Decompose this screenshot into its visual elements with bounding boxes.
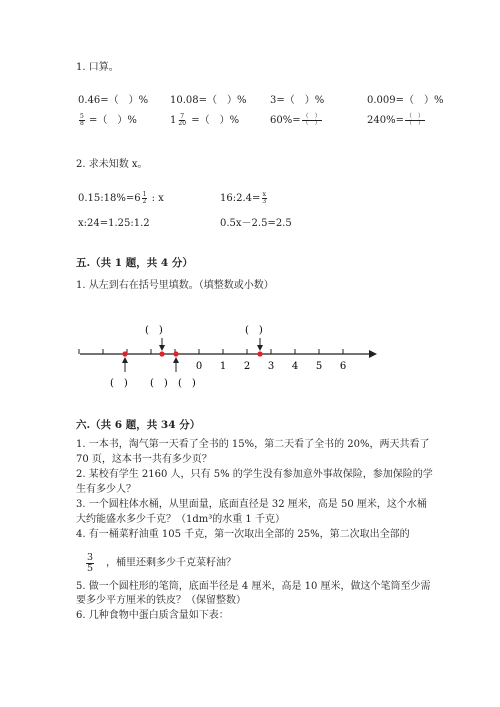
number-line-tick-label: 5: [315, 361, 323, 372]
section-6-heading: 六.（共 6 题，共 34 分）: [76, 419, 201, 431]
number-line-tick-label: 3: [267, 361, 275, 372]
problem-text-line: 4. 有一桶菜籽油重 105 千克，第一次取出全部的 25%，第二次取出全部的: [76, 529, 410, 540]
blank-top-2: ( ): [245, 325, 263, 336]
problem-text-line: 要多少平方厘米的铁皮？（保留整数）: [76, 595, 246, 606]
calc-item: 0.009=（ ）%: [367, 95, 444, 106]
equation-2: 16:2.4= $\frac{x}{3}$: [220, 191, 267, 205]
blank-bottom-1: ( ): [110, 378, 128, 389]
problem-text-line: 6. 几种食物中蛋白质含量如下表：: [76, 610, 229, 621]
q4-continuation: $\frac{3}{5}$ ，桶里还剩多少千克菜籽油？: [87, 552, 237, 574]
blank-bottom-2: ( ): [150, 378, 168, 389]
problem-text-line: 5. 做一个圆柱形的笔筒，底面半径是 4 厘米，高是 10 厘米，做这个笔筒至少需: [76, 581, 431, 592]
number-line-tick-label: 0: [195, 361, 203, 372]
calc-item: 1 $\frac{7}{20}$ =（ ）%: [170, 113, 240, 127]
number-line-point: [173, 351, 178, 356]
problem-text-line: 大约能盛水多少千克？（1dm³的水重 1 千克）: [76, 514, 285, 525]
section-5-question: 1. 从左到右在括号里填数。（填整数或小数）: [76, 280, 274, 291]
calc-item: 60%= $\frac{( )}{( )}$: [270, 113, 321, 127]
arrow-up-head: [173, 357, 179, 363]
calc-item: 240%= $\frac{( )}{( )}$: [367, 113, 424, 127]
calc-item: $\frac{5}{8}$ =（ ）%: [80, 113, 137, 127]
number-line-arrowhead: [369, 350, 377, 358]
number-line-tick-label: 1: [219, 361, 227, 372]
problem-text-line: 3. 一个圆柱体水桶，从里面量，底面直径是 32 厘米，高是 50 厘米，这个水桶: [76, 499, 427, 510]
equation-3: x:24=1.25:1.2: [78, 218, 150, 229]
calc-item: 3=（ ）%: [270, 95, 325, 106]
equation-1: 0.15:18%=6 $\frac{1}{2}$ : x: [78, 191, 164, 205]
problem-text-line: 70 页，这本书一共有多少页？: [76, 454, 212, 465]
number-line-tick-label: 4: [291, 361, 299, 372]
calc-item: 0.46=（ ）%: [78, 95, 149, 106]
blank-top-1: ( ): [145, 325, 163, 336]
arrow-down-head: [159, 345, 165, 351]
number-line-point: [257, 351, 262, 356]
number-line-tick-label: 6: [339, 361, 347, 372]
problem-text-line: 1. 一本书，淘气第一天看了全书的 15%，第二天看了全书的 20%，两天共看了: [76, 439, 430, 450]
arrow-up-head: [122, 357, 128, 363]
blank-bottom-3: ( ): [178, 378, 196, 389]
number-line-point: [122, 351, 127, 356]
section-5-heading: 五.（共 1 题，共 4 分）: [76, 257, 193, 269]
problem-text-line: 生有多少人？: [76, 484, 136, 495]
question-1-title: 1. 口算。: [76, 62, 119, 73]
question-2-title: 2. 求未知数 x。: [76, 159, 148, 170]
arrow-down-head: [257, 345, 263, 351]
calc-item: 10.08=（ ）%: [170, 95, 247, 106]
equation-4: 0.5x－2.5=2.5: [220, 218, 292, 229]
number-line-tick-label: 2: [243, 361, 251, 372]
problem-text-line: 2. 某校有学生 2160 人，只有 5% 的学生没有参加意外事故保险，参加保险的学: [76, 469, 433, 480]
number-line-point: [159, 351, 164, 356]
